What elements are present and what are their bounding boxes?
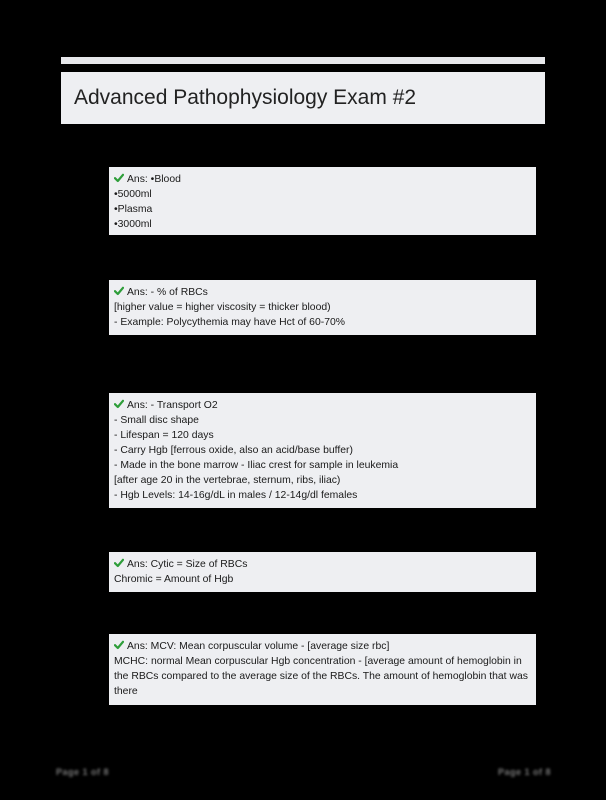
answer-line: - Carry Hgb [ferrous oxide, also an acid/base buffer) [114,445,353,456]
answer-heading: Ans: - Transport O2 [127,400,218,411]
answer-line: •5000ml [114,189,152,200]
checkmark-icon [114,286,124,296]
footer-page-number: Page 1 of 8 [497,767,551,777]
answer-card-3 [109,393,536,508]
answer-card-5 [109,634,536,705]
footer-watermark-left: Page 1 of 8 [56,767,110,777]
answer-line [114,557,531,572]
checkmark-icon [114,640,124,650]
answer-card-2 [109,280,536,335]
checkmark-icon [114,558,124,568]
checkmark-icon [114,173,124,183]
answer-card-1 [109,167,536,235]
answer-heading: Ans: - % of RBCs [127,287,208,298]
answer-line [114,285,531,300]
answer-line [114,398,531,413]
answer-line: - Made in the bone marrow - Iliac crest for sample in leukemia [114,460,399,471]
answer-card-4 [109,552,536,592]
page-title: Advanced Pathophysiology Exam #2 [74,86,417,109]
answer-line: Chromic = Amount of Hgb [114,574,234,585]
answer-paragraph: MCHC: normal Mean corpuscular Hgb concentration - [average amount of hemoglobin in the RBCs compared to the average size of the RBCs. The amount of hemoglobin that was there [114,656,528,697]
checkmark-icon [114,399,124,409]
answer-line: •3000ml [114,219,152,230]
answer-line: - Small disc shape [114,415,199,426]
answer-line [114,639,531,654]
answer-line: - Hgb Levels: 14-16g/dL in males / 12-14g/dl females [114,490,358,501]
header-rule [61,57,545,64]
answer-line: - Example: Polycythemia may have Hct of 60-70% [114,317,345,328]
answer-line: •Plasma [114,204,153,215]
answer-line: - Lifespan = 120 days [114,430,214,441]
answer-line: [after age 20 in the vertebrae, sternum, ribs, iliac) [114,475,341,486]
answer-heading: Ans: MCV: Mean corpuscular volume - [average size rbc] [127,641,390,652]
answer-heading: Ans: •Blood [127,174,181,185]
title-banner [61,72,545,124]
answer-line [114,172,531,187]
answer-heading: Ans: Cytic = Size of RBCs [127,559,248,570]
answer-line: [higher value = higher viscosity = thicker blood) [114,302,331,313]
